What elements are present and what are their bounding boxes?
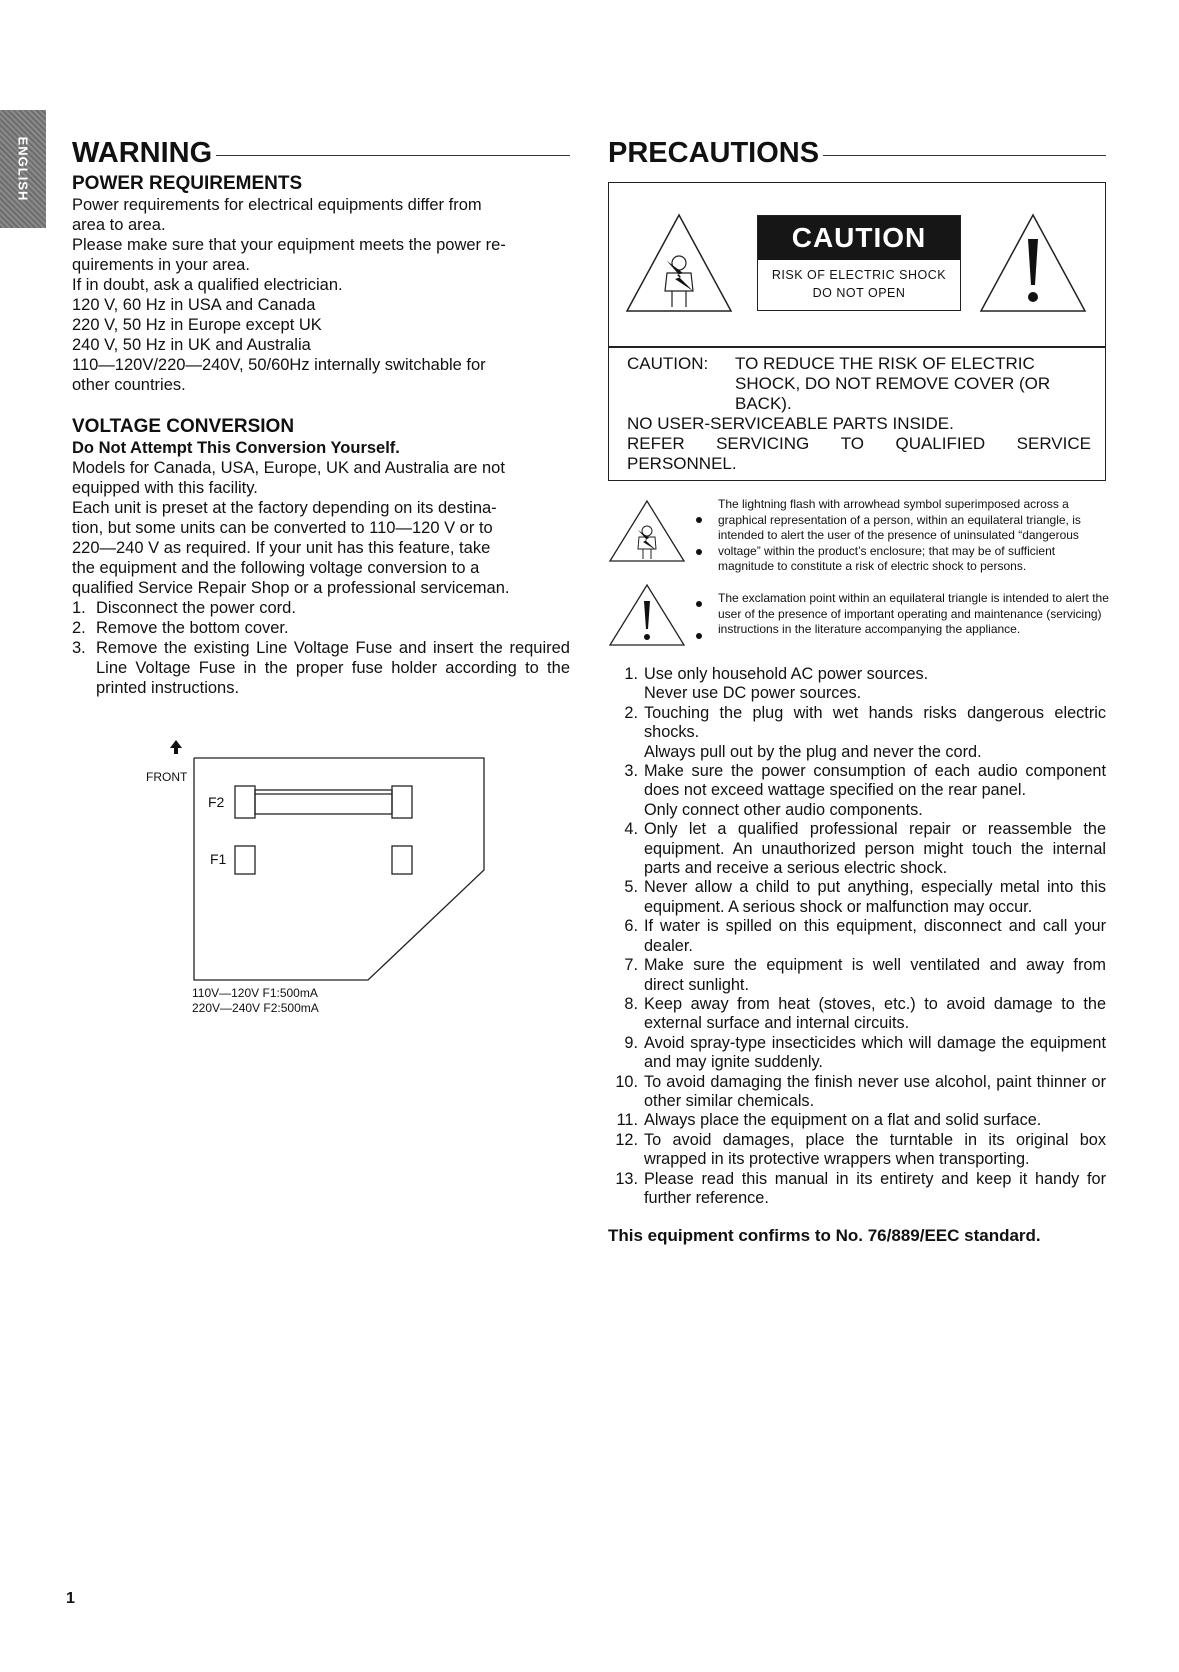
page-number: 1 (66, 1590, 75, 1607)
f2-label: F2 (208, 794, 225, 810)
exclamation-warning-icon (977, 211, 1089, 317)
text-line: Models for Canada, USA, Europe, UK and Australia are not (72, 459, 505, 477)
conversion-steps (72, 598, 570, 698)
text-line: If in doubt, ask a qualified electrician. (72, 276, 343, 294)
precaution-item: 1. Use only household AC power sources. Never use DC power sources. (624, 665, 929, 703)
f1-label: F1 (210, 851, 227, 867)
warning-section (72, 136, 570, 698)
precaution-item: 4. Only let a qualified professional repair or reassemble the equipment. An unauthorized person might touch the internal parts and receive a serious electric shock. (624, 820, 1106, 878)
front-arrow-icon (170, 740, 182, 754)
warning-heading (72, 136, 570, 170)
caution-plate (757, 215, 961, 311)
power-requirements-heading: POWER REQUIREMENTS (72, 173, 303, 194)
text-line: 120 V, 60 Hz in USA and Canada (72, 296, 316, 314)
heading-rule (216, 155, 570, 156)
text-line: 220 V, 50 Hz in Europe except UK (72, 316, 322, 334)
text-line: other countries. (72, 376, 186, 394)
symbol-explanations (608, 497, 1109, 661)
fuse-diagram (140, 738, 496, 1018)
language-tab (0, 110, 46, 228)
text-line: quirements in your area. (72, 256, 250, 274)
language-tab-label: ENGLISH (15, 136, 31, 202)
small-electric-shock-icon (608, 499, 686, 565)
text-line: qualified Service Repair Shop or a professional serviceman. (72, 579, 510, 597)
text-line: the equipment and the following voltage conversion to a (72, 559, 480, 577)
precaution-item: 3. Make sure the power consumption of each audio component does not exceed wattage specified on the rear panel. Only connect other audio components. (624, 762, 1106, 819)
precaution-item: 10. To avoid damaging the finish never use alcohol, paint thinner or other similar chemicals. (615, 1072, 1106, 1110)
caution-statement-line: NO USER-SERVICEABLE PARTS INSIDE. (627, 414, 954, 433)
step-item: 1. Disconnect the power cord. (72, 599, 296, 617)
fuse-spec-2: 220V—240V F2:500mA (192, 1001, 319, 1015)
voltage-conversion-heading: VOLTAGE CONVERSION (72, 416, 295, 437)
precaution-item: 9. Avoid spray-type insecticides which will damage the equipment and may ignite suddenly. (624, 1033, 1106, 1072)
precaution-item: 5. Never allow a child to put anything, especially metal into this equipment. A serious shock or malfunction may occur. (624, 878, 1106, 916)
electric-shock-warning-icon (623, 211, 735, 317)
caution-label-box (608, 182, 1106, 348)
precautions-title: PRECAUTIONS (608, 137, 820, 169)
caution-statement-line: TO REDUCE THE RISK OF ELECTRIC (735, 354, 1035, 373)
precaution-item: 12. To avoid damages, place the turntable in its original box wrapped in its protective wrappers when transporting. (615, 1130, 1106, 1169)
precaution-item: 11. Always place the equipment on a flat and solid surface. (616, 1111, 1042, 1130)
text-line: equipped with this facility. (72, 479, 258, 497)
caution-plate-title: CAUTION (758, 216, 960, 260)
fuse-diagram-drawing (140, 738, 496, 1018)
text-line: Please make sure that your equipment meets the power re- (72, 236, 506, 254)
heading-rule (823, 155, 1106, 156)
precaution-item: 6. If water is spilled on this equipment, disconnect and call your dealer. (624, 917, 1106, 955)
precaution-item: 7. Make sure the equipment is well ventilated and away from direct sunlight. (624, 956, 1106, 994)
caution-statement-line: REFER SERVICING TO QUALIFIED SERVICE (627, 434, 1091, 453)
voltage-conversion-subheading: Do Not Attempt This Conversion Yourself. (72, 439, 400, 457)
text-line: Each unit is preset at the factory depending on its destina- (72, 499, 497, 517)
step-item: 3. Remove the existing Line Voltage Fuse and insert the required Line Voltage Fuse in the proper fuse holder according to the printed instructions. (72, 639, 570, 697)
caution-statement-line: SHOCK, DO NOT REMOVE COVER (OR (735, 374, 1051, 393)
power-requirements-text (72, 195, 570, 395)
exclamation-symbol-explanation: The exclamation point within an equilateral triangle is intended to alert the user of the presence of important operating and maintenance (servicing) instructions in the literature accompanying the appliance. (718, 591, 1109, 637)
precautions-list (608, 665, 1106, 1208)
lightning-symbol-explanation: The lightning flash with arrowhead symbol superimposed across a graphical representation of a person, within an equilateral triangle, is intended to alert the user of the presence of uninsulated “dangerous voltage” within the product’s enclosure; that may be of sufficient magnitude to constitute a risk of electric shock to persons. (718, 497, 1081, 574)
caution-plate-line-2: DO NOT OPEN (812, 286, 906, 300)
caution-statement-line: PERSONNEL. (627, 454, 737, 473)
text-line: Power requirements for electrical equipments differ from (72, 196, 482, 214)
small-exclamation-icon (608, 583, 686, 649)
text-line: tion, but some units can be converted to 110—120 V or to (72, 519, 493, 537)
text-line: 110—120V/220—240V, 50/60Hz internally switchable for (72, 356, 486, 374)
caution-plate-line-1: RISK OF ELECTRIC SHOCK (771, 268, 947, 282)
text-line: 220—240 V as required. If your unit has this feature, take (72, 539, 491, 557)
caution-statement-label: CAUTION: (627, 354, 709, 373)
precautions-heading (608, 136, 1106, 170)
voltage-conversion-text (72, 458, 570, 598)
warning-title: WARNING (72, 137, 213, 169)
step-item: 2. Remove the bottom cover. (72, 619, 289, 637)
precaution-item: 2. Touching the plug with wet hands risks dangerous electric shocks. Always pull out by the plug and never the cord. (624, 703, 1106, 761)
fuse-spec-1: 110V—120V F1:500mA (192, 986, 318, 1000)
text-line: 240 V, 50 Hz in UK and Australia (72, 336, 311, 354)
precaution-item: 13. Please read this manual in its entirety and keep it handy for further reference. (615, 1169, 1106, 1207)
caution-statement-line: BACK). (735, 394, 792, 413)
precaution-item: 8. Keep away from heat (stoves, etc.) to avoid damage to the external surface and internal circuits. (624, 994, 1106, 1033)
front-label: FRONT (146, 770, 188, 784)
text-line: area to area. (72, 216, 166, 234)
caution-statement (608, 348, 1106, 481)
precautions-section (608, 136, 1109, 1246)
standard-compliance-note: This equipment confirms to No. 76/889/EEC standard. (608, 1226, 1041, 1246)
